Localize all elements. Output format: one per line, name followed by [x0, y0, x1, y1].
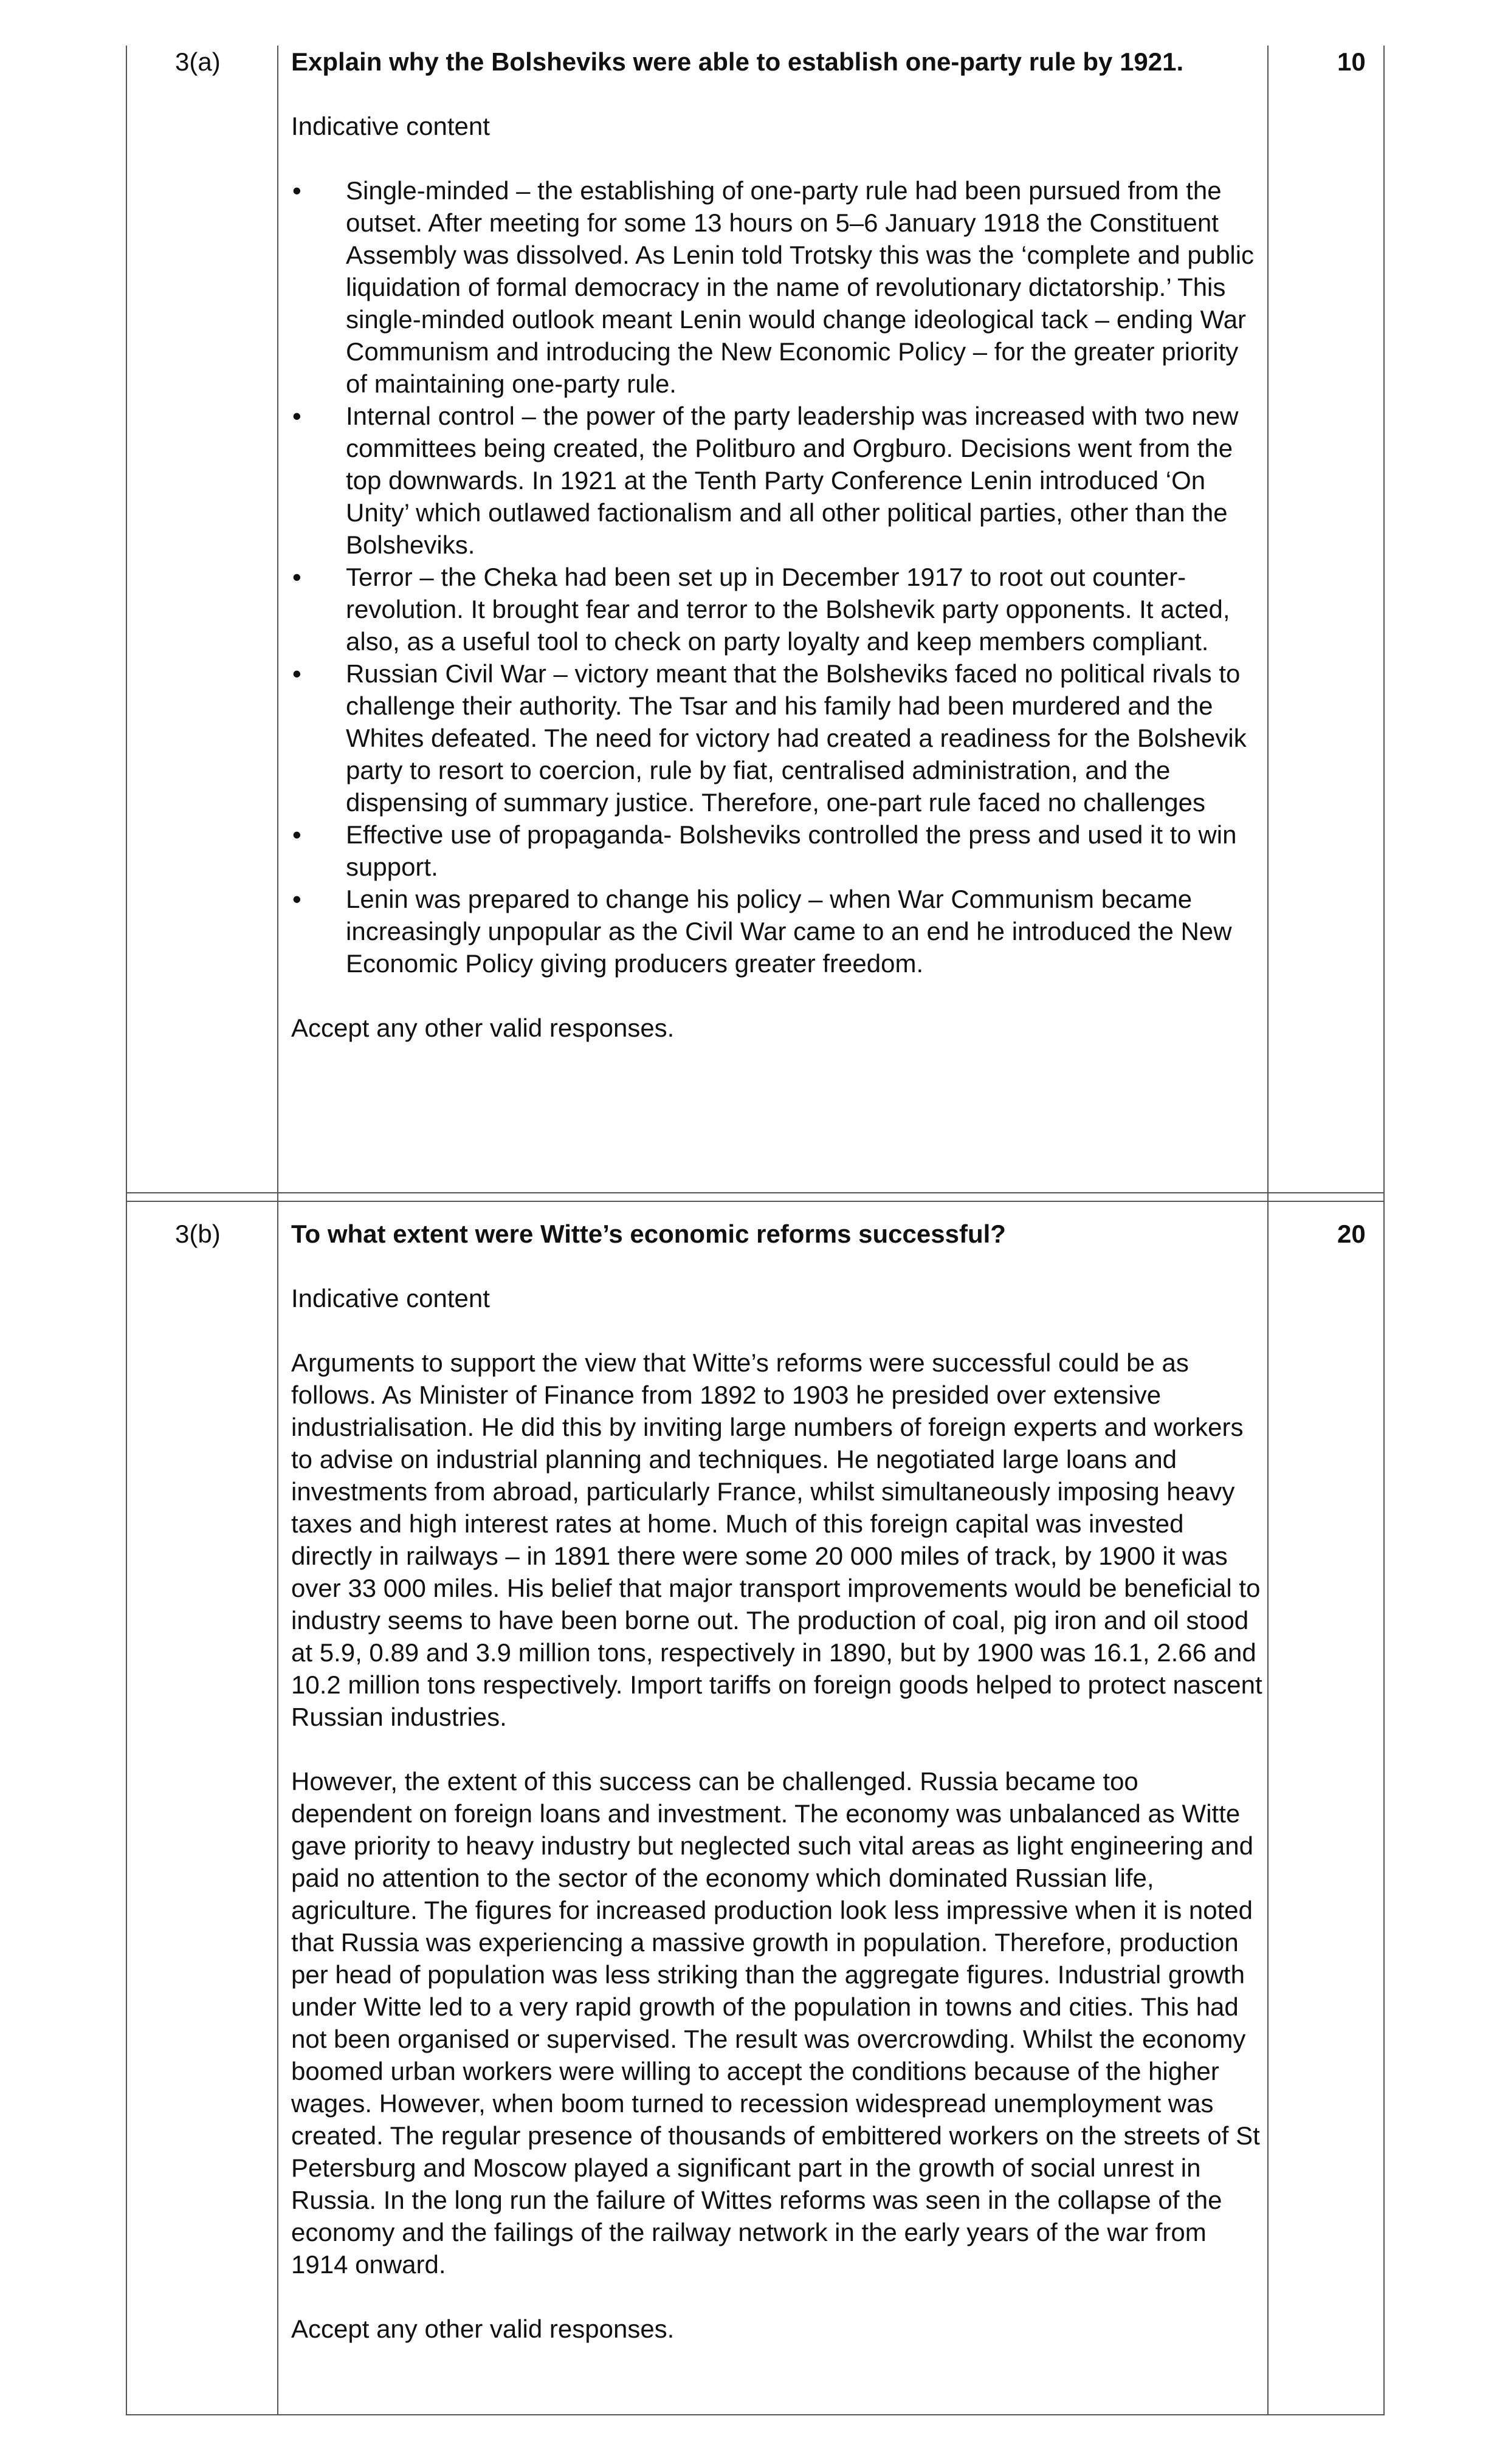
bullet-item: • Internal control – the power of the party leadership was increased with two new committees being created, the Politburo and Orgburo. Decisions went from the top downwards. In 1921 at the Tenth Party Conference Lenin introduced ‘On Unity’ which outlawed factionalism and all other political parties, other than the Bolsheviks. [291, 400, 1264, 561]
question-title: To what extent were Witte’s economic reforms successful? [291, 1220, 1006, 1248]
bullet-item: • Russian Civil War – victory meant that the Bolsheviks faced no political rivals to challenge their authority. The Tsar and his family had been murdered and the Whites defeated. The need for victory had created a readiness for the Bolshevik party to resort to coercion, rule by fiat, centralised administration, and the dispensing of summary justice. Therefore, one-part rule faced no challenges [291, 657, 1264, 818]
bullet-item: • Terror – the Cheka had been set up in December 1917 to root out counter-revolution. It brought fear and terror to the Bolshevik party opponents. It acted, also, as a useful tool to check on party loyalty and keep members compliant. [291, 561, 1264, 657]
table-border-right [1383, 46, 1385, 2415]
closing-note: Accept any other valid responses. [291, 1014, 675, 1042]
row-separator-top [126, 1192, 1385, 1193]
bullet-item: • Single-minded – the establishing of one-party rule had been pursued from the outset. After meeting for some 13 hours on 5–6 January 1918 the Constituent Assembly was dissolved. As Lenin told Trotsky this was the ‘complete and public liquidation of formal democracy in the name of revolutionary dictatorship.’ This single-minded outlook meant Lenin would change ideological tack – ending War Communism and introducing the New Economic Policy – for the greater priority of maintaining one-party rule. [291, 174, 1264, 400]
table-border-bottom [126, 2414, 1385, 2415]
body-paragraph: Arguments to support the view that Witte’s reforms were successful could be as follows. As Minister of Finance from 1892 to 1903 he presided over extensive industrialisation. He did this by inviting large numbers of foreign experts and workers to advise on industrial planning and techniques. He negotiated large loans and investments from abroad, particularly France, whilst simultaneously imposing heavy taxes and high interest rates at home. Much of this foreign capital was invested directly in railways – in 1891 there were some 20 000 miles of track, by 1900 it was over 33 000 miles. His belief that major transport improvements would be beneficial to industry seems to have been borne out. The production of coal, pig iron and oil stood at 5.9, 0.89 and 3.9 million tons, respectively in 1890, but by 1900 was 16.1, 2.66 and 10.2 million tons respectively. Import tariffs on foreign goods helped to protect nascent Russian industries. [291, 1348, 1262, 1731]
table-border-col2 [1267, 46, 1269, 2415]
question-content [291, 1218, 1264, 2377]
row-separator-bottom [126, 1201, 1385, 1202]
bullet-item: • Effective use of propaganda- Bolsheviks controlled the press and used it to win support. [291, 818, 1264, 883]
question-marks: 20 [1337, 1220, 1366, 1248]
question-number: 3(a) [175, 47, 221, 76]
bullet-item: • Lenin was prepared to change his policy – when War Communism became increasingly unpopular as the Civil War came to an end he introduced the New Economic Policy giving producers greater freedom. [291, 883, 1264, 980]
bullet-list [291, 174, 1264, 980]
question-number: 3(b) [175, 1220, 221, 1248]
body-paragraph: However, the extent of this success can be challenged. Russia became too dependent on foreign loans and investment. The economy was unbalanced as Witte gave priority to heavy industry but neglected such vital areas as light engineering and paid no attention to the sector of the economy which dominated Russian life, agriculture. The figures for increased production look less impressive when it is noted that Russia was experiencing a massive growth in population. Therefore, production per head of population was less striking than the aggregate figures. Industrial growth under Witte led to a very rapid growth of the population in towns and cities. This had not been organised or supervised. The result was overcrowding. Whilst the economy boomed urban workers were willing to accept the conditions because of the higher wages. However, when boom turned to recession widespread unemployment was created. The regular presence of thousands of embittered workers on the streets of St Petersburg and Moscow played a significant part in the growth of social unrest in Russia. In the long run the failure of Wittes reforms was seen in the collapse of the economy and the failings of the railway network in the early years of the war from 1914 onward. [291, 1767, 1260, 2279]
question-content [291, 46, 1264, 1076]
indicative-content-heading: Indicative content [291, 112, 490, 140]
indicative-content-heading: Indicative content [291, 1284, 490, 1313]
table-border-col1 [277, 46, 278, 2415]
table-border-left [126, 46, 127, 2415]
question-title: Explain why the Bolsheviks were able to establish one-party rule by 1921. [291, 47, 1184, 76]
question-marks: 10 [1337, 47, 1366, 76]
closing-note: Accept any other valid responses. [291, 2315, 675, 2343]
